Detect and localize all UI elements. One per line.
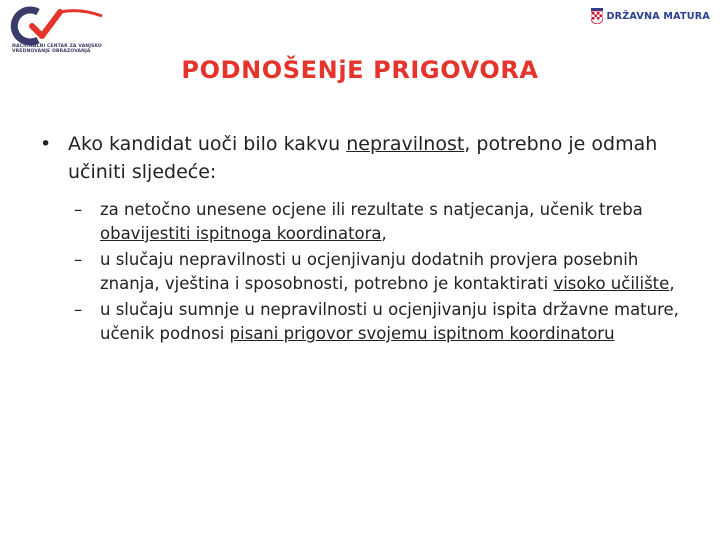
sub-bullet-underlined: obavijestiti ispitnoga koordinatora bbox=[100, 224, 382, 243]
sub-bullet-text-after: , bbox=[381, 224, 387, 243]
main-bullet-text: Ako kandidat uoči bilo kakvu bbox=[68, 133, 347, 155]
drzavna-matura-logo bbox=[591, 8, 710, 24]
dash-icon: – bbox=[74, 300, 83, 319]
dash-icon: – bbox=[74, 200, 83, 219]
slide-title: PODNOŠENjE PRIGOVORA bbox=[181, 56, 539, 84]
dash-icon: – bbox=[74, 250, 83, 269]
sub-bullet bbox=[74, 248, 700, 296]
main-bullet bbox=[40, 130, 700, 186]
sub-bullet-underlined: pisani prigovor svojemu ispitnom koordinatoru bbox=[229, 324, 615, 343]
sub-bullet-underlined: visoko učilište bbox=[553, 274, 670, 293]
sub-bullet-text: u slučaju sumnje u nepravilnosti u ocjenjivanju ispita državne mature, učenik podnosi bbox=[100, 300, 679, 343]
main-bullet-underlined: nepravilnost bbox=[346, 133, 465, 155]
ncvvo-logo-icon bbox=[8, 6, 108, 46]
brand-text: DRŽAVNA MATURA bbox=[606, 10, 710, 22]
ncvvo-logo bbox=[8, 6, 108, 58]
slide-content bbox=[40, 130, 700, 348]
bullet-dot-icon: • bbox=[40, 133, 52, 155]
logo-org-name: NACIONALNI CENTAR ZA VANJSKO VREDNOVANJE OBRAZOVANJA bbox=[12, 44, 102, 55]
sub-bullet-text-after: , bbox=[669, 274, 675, 293]
sub-bullet-text: u slučaju nepravilnosti u ocjenjivanju dodatnih provjera posebnih znanja, vještina i sposobnosti, potrebno je kontaktirati bbox=[100, 250, 639, 293]
sub-bullet-text: za netočno unesene ocjene ili rezultate s natjecanja, učenik treba bbox=[100, 200, 643, 219]
sub-bullet-list bbox=[74, 198, 700, 346]
croatian-shield-icon bbox=[591, 8, 603, 24]
main-bullet-text-after: , potrebno je odmah učiniti sljedeće: bbox=[68, 133, 658, 183]
sub-bullet bbox=[74, 198, 700, 246]
sub-bullet bbox=[74, 298, 700, 346]
